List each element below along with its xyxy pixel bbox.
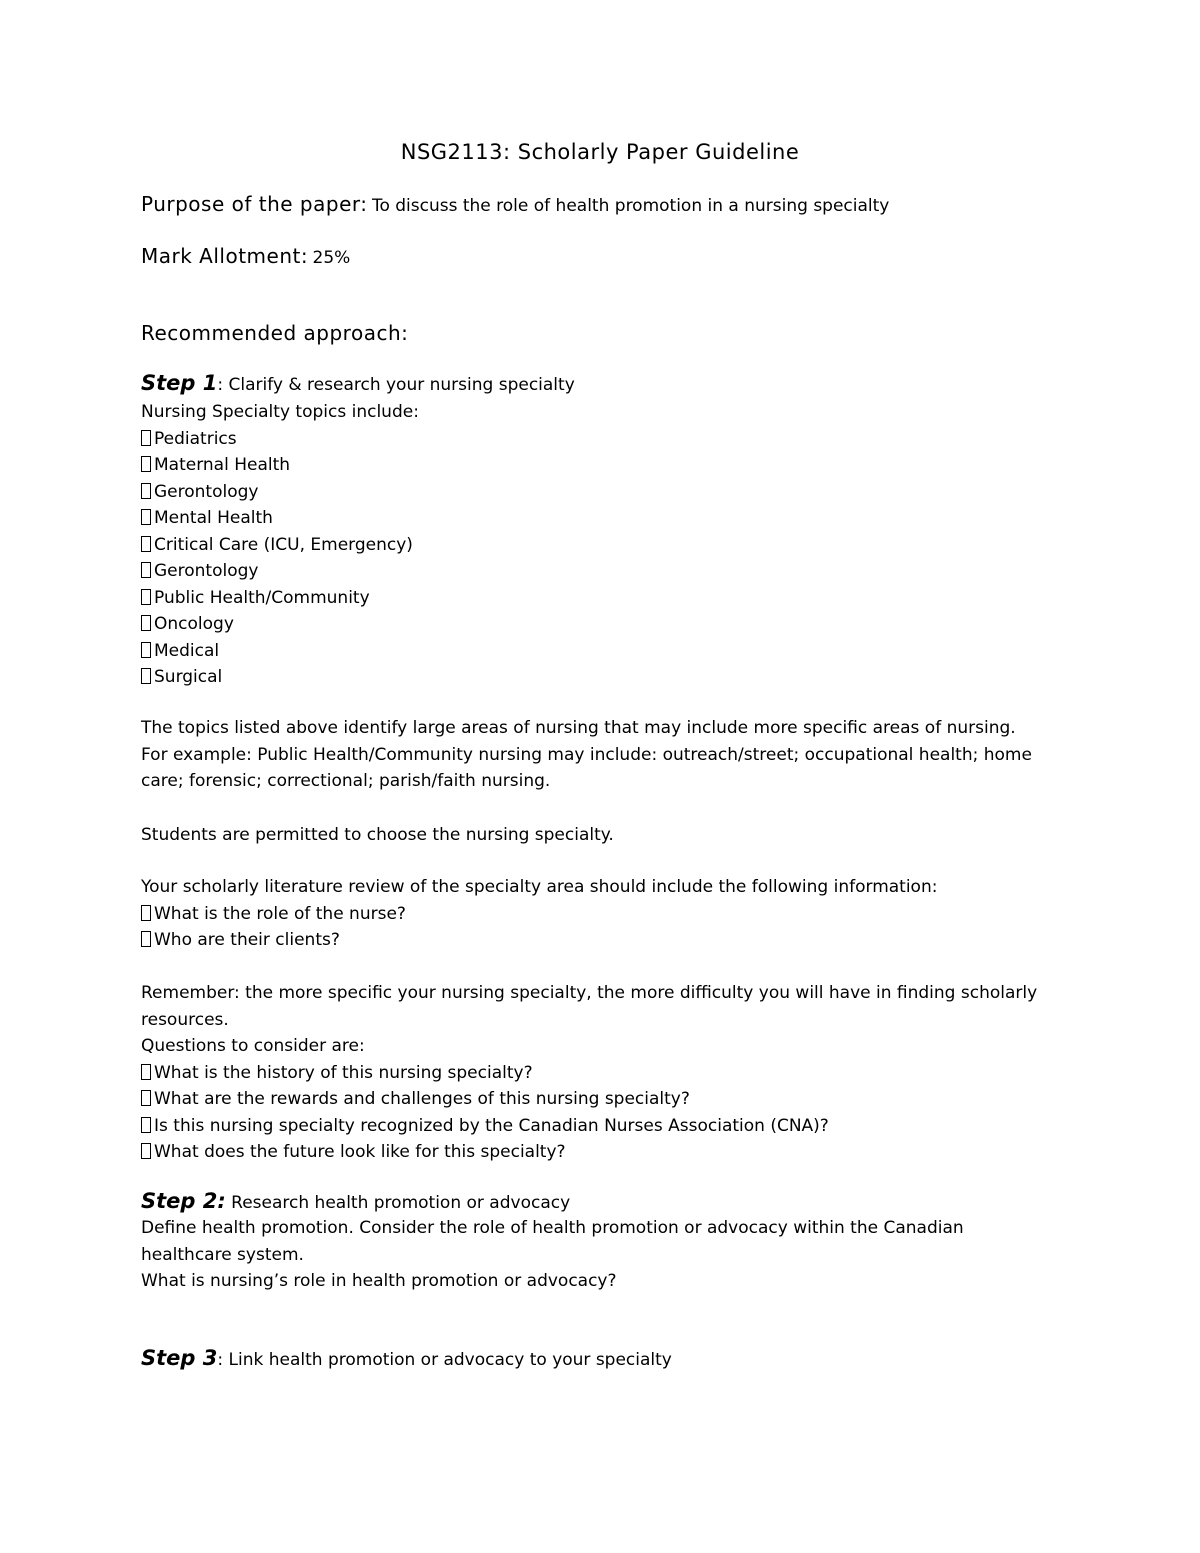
step3-text: Link health promotion or advocacy to your specialty [223, 1350, 672, 1370]
step1-topics-block [141, 399, 419, 691]
paragraph-line: healthcare system. [141, 1244, 304, 1265]
list-item: Medical [141, 638, 419, 665]
review-block [141, 874, 937, 954]
list-item: Who are their clients? [141, 927, 937, 954]
list-item: What is the role of the nurse? [141, 901, 937, 928]
bullet-icon [141, 456, 151, 472]
list-item: Pediatrics [141, 426, 419, 453]
paragraph-line: care; forensic; correctional; parish/faith nursing. [141, 771, 551, 791]
step2-body [141, 1215, 964, 1295]
questions-intro: Questions to consider are: [141, 1036, 365, 1056]
list-item: Maternal Health [141, 452, 419, 479]
topics-explanation [141, 715, 1032, 795]
purpose-label: Purpose of the paper: [141, 192, 368, 216]
purpose-row [141, 192, 889, 216]
mark-row [141, 244, 350, 268]
step3-heading [141, 1346, 672, 1370]
list-item: Public Health/Community [141, 585, 419, 612]
step3-label: Step 3 [141, 1346, 218, 1370]
mark-label: Mark Allotment: [141, 244, 309, 268]
bullet-icon [141, 562, 151, 578]
approach-heading: Recommended approach: [141, 321, 409, 345]
mark-value: 25% [312, 248, 351, 268]
bullet-icon [141, 509, 151, 525]
review-intro: Your scholarly literature review of the specialty area should include the following information: [141, 877, 938, 897]
step2-label: Step 2: [141, 1189, 226, 1213]
step1-colon: : [217, 375, 224, 395]
bullet-icon [141, 615, 151, 631]
purpose-value: To discuss the role of health promotion in a nursing specialty [371, 196, 890, 216]
step1-text: Clarify & research your nursing specialty [223, 375, 575, 395]
bullet-icon [141, 931, 151, 947]
list-item: Critical Care (ICU, Emergency) [141, 532, 419, 559]
step1-heading [141, 371, 575, 395]
paragraph-line: The topics listed above identify large areas of nursing that may include more specific areas of nursing. [141, 718, 1016, 738]
list-item: Gerontology [141, 479, 419, 506]
bullet-icon [141, 1090, 151, 1106]
list-item: Mental Health [141, 505, 419, 532]
step3-colon: : [217, 1350, 224, 1370]
list-item: Is this nursing specialty recognized by the Canadian Nurses Association (CNA)? [141, 1113, 1037, 1140]
bullet-icon [141, 483, 151, 499]
bullet-icon [141, 536, 151, 552]
paragraph-line: resources. [141, 1009, 229, 1030]
document-title: NSG2113: Scholarly Paper Guideline [400, 140, 800, 164]
bullet-icon [141, 1143, 151, 1159]
bullet-icon [141, 905, 151, 921]
list-item: Surgical [141, 664, 419, 691]
bullet-icon [141, 642, 151, 658]
list-item: Gerontology [141, 558, 419, 585]
paragraph-line: Define health promotion. Consider the role of health promotion or advocacy within the Canadian [141, 1218, 964, 1238]
list-item: What does the future look like for this specialty? [141, 1139, 1037, 1166]
paragraph-line: For example: Public Health/Community nursing may include: outreach/street; occupational health; home [141, 744, 1032, 765]
remember-block [141, 980, 1037, 1166]
topics-intro: Nursing Specialty topics include: [141, 402, 419, 422]
bullet-icon [141, 1117, 151, 1133]
step2-heading [141, 1189, 570, 1213]
bullet-icon [141, 589, 151, 605]
bullet-icon [141, 1064, 151, 1080]
bullet-icon [141, 668, 151, 684]
bullet-icon [141, 430, 151, 446]
step2-text: Research health promotion or advocacy [225, 1193, 571, 1213]
permitted-note: Students are permitted to choose the nursing specialty. [141, 825, 614, 845]
list-item: What are the rewards and challenges of this nursing specialty? [141, 1086, 1037, 1113]
list-item: Oncology [141, 611, 419, 638]
list-item: What is the history of this nursing specialty? [141, 1060, 1037, 1087]
paragraph-line: Remember: the more specific your nursing specialty, the more difficulty you will have in finding scholarly [141, 983, 1038, 1003]
paragraph-line: What is nursing’s role in health promotion or advocacy? [141, 1271, 617, 1291]
step1-label: Step 1 [141, 371, 218, 395]
